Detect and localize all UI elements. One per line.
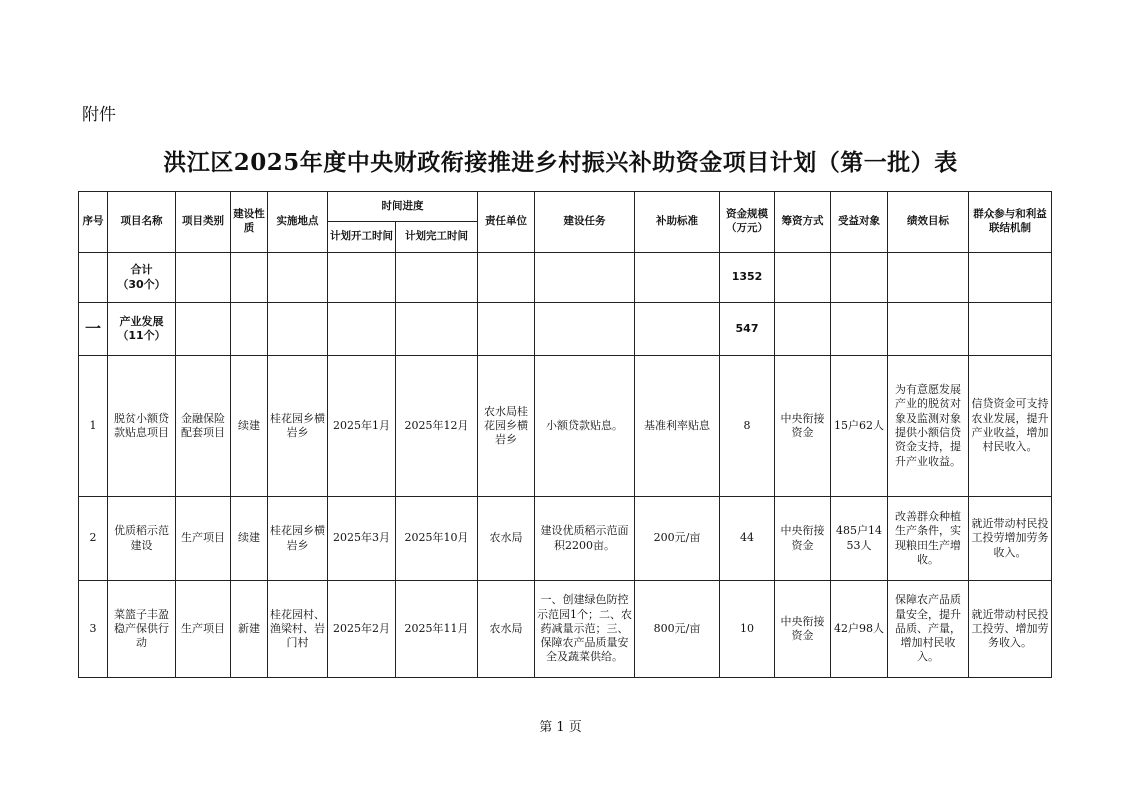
header-end: 计划完工时间 <box>396 222 478 253</box>
section-amount: 547 <box>720 303 775 356</box>
header-amount: 资金规模（万元） <box>720 192 775 253</box>
total-row <box>79 253 1052 303</box>
row-task: 小额贷款贴息。 <box>535 356 635 497</box>
row-mechanism: 信贷资金可支持农业发展，提升产业收益，增加村民收入。 <box>969 356 1052 497</box>
row-funding: 中央衔接资金 <box>775 581 831 678</box>
total-count: （30个） <box>117 277 166 291</box>
row-standard: 800元/亩 <box>635 581 720 678</box>
row-goal: 为有意愿发展产业的脱贫对象及监测对象提供小额信贷资金支持，提升产业收益。 <box>888 356 969 497</box>
row-standard: 200元/亩 <box>635 497 720 581</box>
total-label-cell <box>108 253 176 303</box>
section-label: 产业发展 <box>119 314 164 328</box>
row-beneficiary: 42户98人 <box>831 581 888 678</box>
header-goal: 绩效目标 <box>888 192 969 253</box>
row-nature: 续建 <box>231 497 268 581</box>
header-start: 计划开工时间 <box>328 222 396 253</box>
section-row <box>79 303 1052 356</box>
header-beneficiary: 受益对象 <box>831 192 888 253</box>
row-unit: 农水局 <box>478 581 535 678</box>
attachment-label: 附件 <box>82 105 116 125</box>
table-row <box>79 356 1052 497</box>
row-amount: 8 <box>720 356 775 497</box>
header-name: 项目名称 <box>108 192 176 253</box>
row-goal: 保障农产品质量安全，提升品质、产量，增加村民收入。 <box>888 581 969 678</box>
row-mechanism: 就近带动村民投工投劳增加劳务收入。 <box>969 497 1052 581</box>
row-location: 桂花园村、渔梁村、岩门村 <box>268 581 328 678</box>
row-name: 菜篮子丰盈稳产保供行动 <box>108 581 176 678</box>
row-nature: 新建 <box>231 581 268 678</box>
row-start: 2025年2月 <box>328 581 396 678</box>
row-unit: 农水局桂花园乡横岩乡 <box>478 356 535 497</box>
row-beneficiary: 485户1453人 <box>831 497 888 581</box>
row-category: 生产项目 <box>176 497 231 581</box>
row-start: 2025年3月 <box>328 497 396 581</box>
header-category: 项目类别 <box>176 192 231 253</box>
row-task: 建设优质稻示范面积2200亩。 <box>535 497 635 581</box>
table-row <box>79 497 1052 581</box>
header-nature: 建设性质 <box>231 192 268 253</box>
row-unit: 农水局 <box>478 497 535 581</box>
row-name: 优质稻示范建设 <box>108 497 176 581</box>
section-count: （11个） <box>117 329 166 342</box>
header-task: 建设任务 <box>535 192 635 253</box>
document-title: 洪江区2025年度中央财政衔接推进乡村振兴补助资金项目计划（第一批）表 <box>163 149 958 176</box>
page-footer: 第 1 页 <box>539 720 582 735</box>
total-label: 合计 <box>130 263 153 277</box>
header-row <box>79 192 1052 222</box>
row-end: 2025年10月 <box>396 497 478 581</box>
row-seq: 2 <box>79 497 108 581</box>
header-standard: 补助标准 <box>635 192 720 253</box>
header-schedule: 时间进度 <box>328 192 478 222</box>
row-nature: 续建 <box>231 356 268 497</box>
row-end: 2025年11月 <box>396 581 478 678</box>
header-funding: 筹资方式 <box>775 192 831 253</box>
row-name: 脱贫小额贷款贴息项目 <box>108 356 176 497</box>
row-category: 金融保险配套项目 <box>176 356 231 497</box>
header-mechanism: 群众参与和利益联结机制 <box>969 192 1052 253</box>
row-standard: 基准利率贴息 <box>635 356 720 497</box>
row-mechanism: 就近带动村民投工投劳、增加劳务收入。 <box>969 581 1052 678</box>
row-goal: 改善群众种植生产条件，实现粮田生产增收。 <box>888 497 969 581</box>
row-task: 一、创建绿色防控示范园1个；二、农药减量示范；三、保障农产品质量安全及蔬菜供给。 <box>535 581 635 678</box>
row-funding: 中央衔接资金 <box>775 497 831 581</box>
row-end: 2025年12月 <box>396 356 478 497</box>
header-unit: 责任单位 <box>478 192 535 253</box>
total-amount: 1352 <box>720 253 775 303</box>
row-location: 桂花园乡横岩乡 <box>268 356 328 497</box>
header-location: 实施地点 <box>268 192 328 253</box>
table-row <box>79 581 1052 678</box>
row-beneficiary: 15户62人 <box>831 356 888 497</box>
section-label-cell <box>108 303 176 356</box>
project-plan-table <box>78 191 1052 678</box>
row-seq: 3 <box>79 581 108 678</box>
row-amount: 10 <box>720 581 775 678</box>
section-seq: 一 <box>79 303 108 356</box>
row-location: 桂花园乡横岩乡 <box>268 497 328 581</box>
row-seq: 1 <box>79 356 108 497</box>
row-start: 2025年1月 <box>328 356 396 497</box>
row-amount: 44 <box>720 497 775 581</box>
header-seq: 序号 <box>79 192 108 253</box>
row-category: 生产项目 <box>176 581 231 678</box>
row-funding: 中央衔接资金 <box>775 356 831 497</box>
